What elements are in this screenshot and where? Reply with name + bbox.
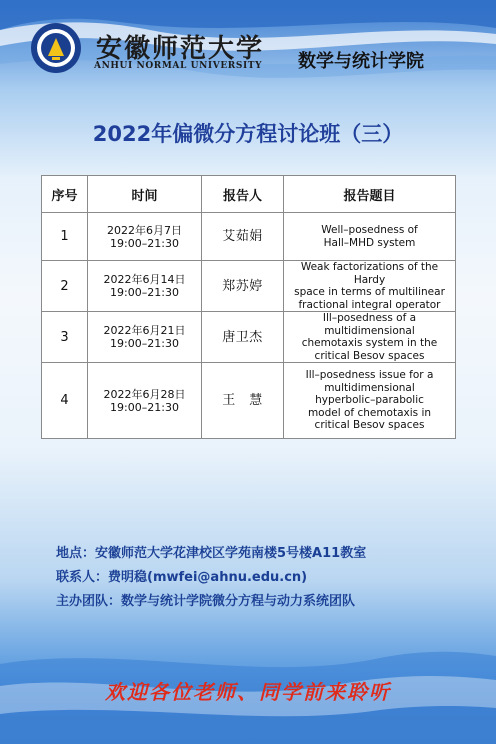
header-topic: 报告题目 bbox=[284, 176, 456, 213]
row-time bbox=[88, 213, 202, 261]
row-no: 1 bbox=[42, 213, 88, 261]
row-speaker: 唐卫杰 bbox=[202, 312, 284, 363]
university-name-cn: 安徽师范大学 bbox=[96, 34, 265, 64]
university-logo-icon bbox=[30, 22, 82, 74]
row-no: 2 bbox=[42, 261, 88, 312]
table-row bbox=[42, 363, 456, 439]
seminar-title: 2022年偏微分方程讨论班（三） bbox=[92, 122, 404, 146]
contact-text: 联系人：费明稳(mwfei@ahnu.edu.cn) bbox=[56, 570, 308, 585]
row-speaker: 王 慧 bbox=[202, 363, 284, 439]
row-topic: Ill–posedness of a multidimensional chemotaxis system in the critical Besov spaces bbox=[284, 312, 456, 363]
welcome-slogan: 欢迎各位老师、同学前来聆听 bbox=[105, 680, 391, 704]
table-header-row bbox=[42, 176, 456, 213]
row-date: 2022年6月21日 bbox=[103, 324, 186, 337]
row-hours: 19:00–21:30 bbox=[110, 286, 179, 299]
row-time bbox=[88, 363, 202, 439]
table-row bbox=[42, 213, 456, 261]
header-speaker: 报告人 bbox=[202, 176, 284, 213]
table-row bbox=[42, 261, 456, 312]
header-no: 序号 bbox=[42, 176, 88, 213]
row-topic: Weak factorizations of the Hardy space in terms of multilinear fractional integral operator bbox=[284, 261, 456, 312]
university-name-en: ANHUI NORMAL UNIVERSITY bbox=[94, 61, 263, 71]
row-topic: Ill–posedness issue for a multidimensional hyperbolic–parabolic model of chemotaxis in critical Besov spaces bbox=[284, 363, 456, 439]
row-hours: 19:00–21:30 bbox=[110, 337, 179, 350]
table-row bbox=[42, 312, 456, 363]
row-date: 2022年6月7日 bbox=[107, 223, 182, 237]
row-hours: 19:00–21:30 bbox=[110, 236, 179, 250]
row-no: 3 bbox=[42, 312, 88, 363]
row-speaker: 艾茹娟 bbox=[202, 213, 284, 261]
row-no: 4 bbox=[42, 363, 88, 439]
row-time bbox=[88, 312, 202, 363]
location-text: 地点：安徽师范大学花津校区学苑南楼5号楼A11教室 bbox=[56, 546, 367, 561]
row-date: 2022年6月28日 bbox=[103, 387, 186, 401]
organizer-text: 主办团队：数学与统计学院微分方程与动力系统团队 bbox=[56, 594, 356, 609]
schedule-table bbox=[41, 175, 456, 439]
row-time bbox=[88, 261, 202, 312]
college-name: 数学与统计学院 bbox=[298, 51, 424, 72]
row-date: 2022年6月14日 bbox=[103, 273, 186, 286]
header-time: 时间 bbox=[88, 176, 202, 213]
row-topic: Well–posedness of Hall–MHD system bbox=[284, 213, 456, 261]
row-hours: 19:00–21:30 bbox=[110, 400, 179, 414]
row-speaker: 郑苏婷 bbox=[202, 261, 284, 312]
